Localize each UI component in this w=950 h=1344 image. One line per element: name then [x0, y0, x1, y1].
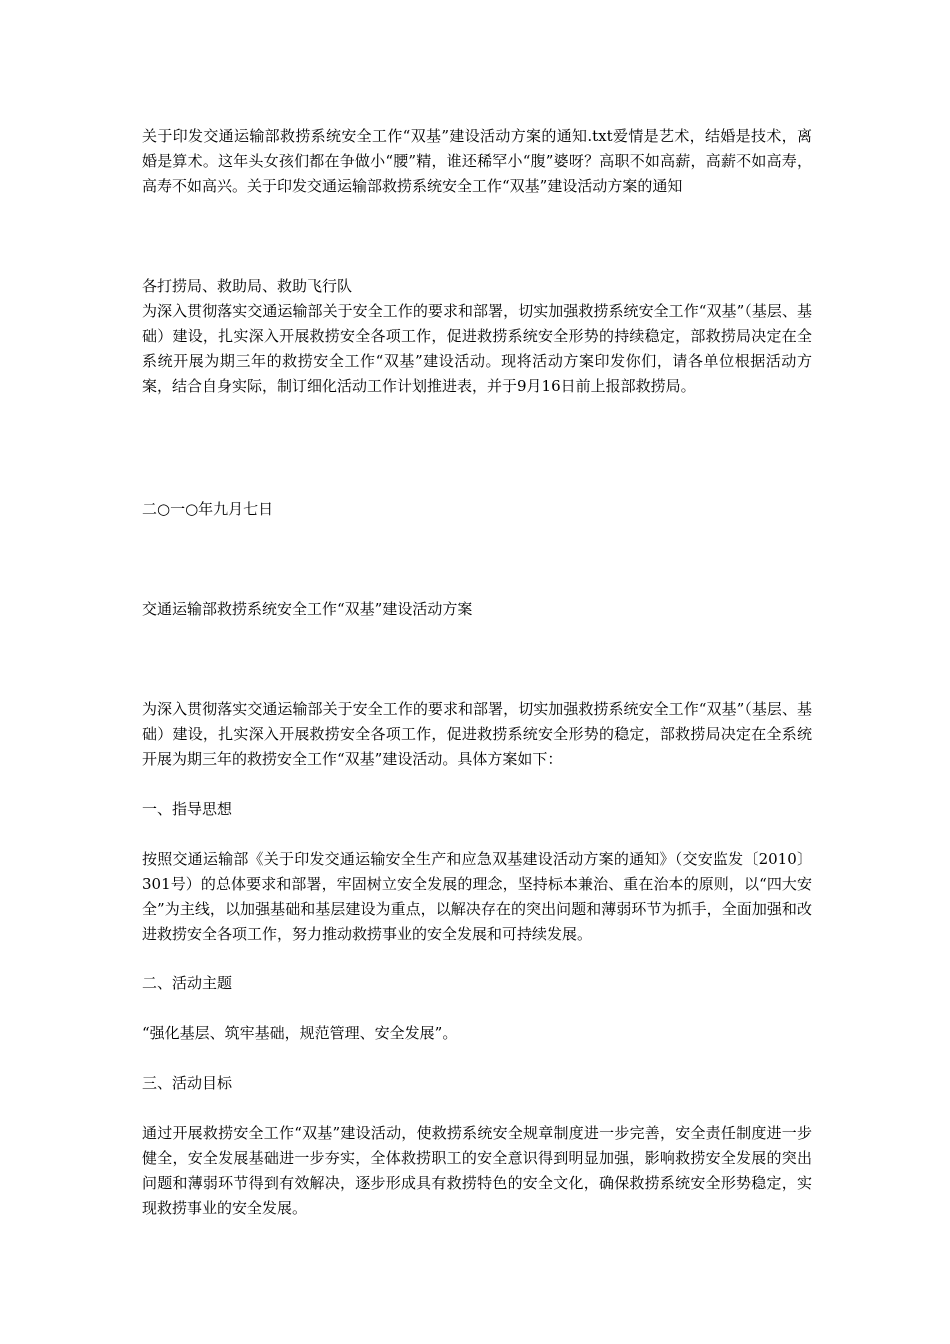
section1-heading: 一、指导思想 — [142, 800, 233, 818]
intro-paragraph: 关于印发交通运输部救捞系统安全工作“双基”建设活动方案的通知.txt爱情是艺术，结婚是技术，离婚是算术。这年头女孩们都在争做小“腰”精，谁还稀罕小“腹”婆呀？高职不如高薪，高薪不如高寿，高寿不如高兴。关于印发交通运输部救捞系统安全工作“双基”建设活动方案的通知 — [142, 127, 812, 195]
section3-body: 通过开展救捞安全工作“双基”建设活动，使救捞系统安全规章制度进一步完善，安全责任制度进一步健全，安全发展基础进一步夯实，全体救捞职工的安全意识得到明显加强，影响救捞安全发展的突出问题和薄弱环节得到有效解决，逐步形成具有救捞特色的安全文化，确保救捞系统安全形势稳定，实现救捞事业的安全发展。 — [142, 1124, 812, 1217]
recipients-line: 各打捞局、救助局、救助飞行队 — [142, 277, 353, 295]
section1-body: 按照交通运输部《关于印发交通运输安全生产和应急双基建设活动方案的通知》（交安监发〔2010〕301号）的总体要求和部署，牢固树立安全发展的理念，坚持标本兼治、重在治本的原则，以“四大安全”为主线，以加强基础和基层建设为重点，以解决存在的突出问题和薄弱环节为抓手，全面加强和改进救捞安全各项工作，努力推动救捞事业的安全发展和可持续发展。 — [142, 850, 812, 943]
plan-title: 交通运输部救捞系统安全工作“双基”建设活动方案 — [142, 600, 473, 618]
section2-body: “强化基层、筑牢基础，规范管理、安全发展”。 — [142, 1024, 458, 1042]
notice-date: 二○一○年九月七日 — [142, 500, 274, 518]
section3-heading: 三、活动目标 — [142, 1074, 233, 1092]
plan-intro-paragraph: 为深入贯彻落实交通运输部关于安全工作的要求和部署，切实加强救捞系统安全工作“双基”（基层、基础）建设，扎实深入开展救捞安全各项工作，促进救捞系统安全形势的稳定，部救捞局决定在全系统开展为期三年的救捞安全工作“双基”建设活动。具体方案如下： — [142, 700, 812, 768]
section2-heading: 二、活动主题 — [142, 974, 233, 992]
notice-body-paragraph: 为深入贯彻落实交通运输部关于安全工作的要求和部署，切实加强救捞系统安全工作“双基”（基层、基础）建设，扎实深入开展救捞安全各项工作，促进救捞系统安全形势的持续稳定，部救捞局决定在全系统开展为期三年的救捞安全工作“双基”建设活动。现将活动方案印发你们，请各单位根据活动方案，结合自身实际，制订细化活动工作计划推进表，并于9月16日前上报部救捞局。 — [142, 302, 812, 395]
